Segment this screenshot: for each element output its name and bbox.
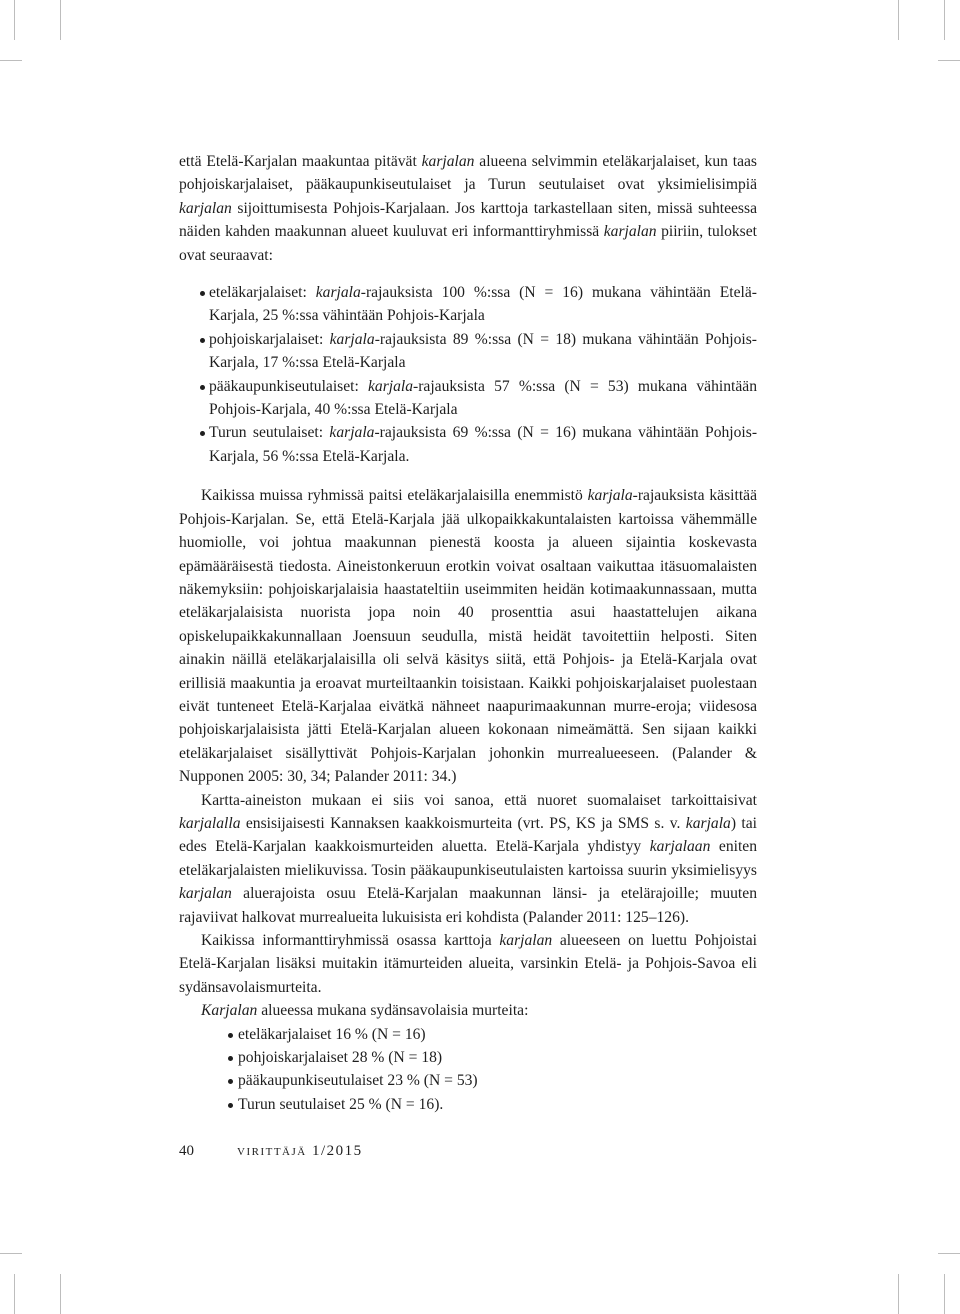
- crop-mark: [14, 0, 15, 40]
- paragraph-intro: [179, 150, 757, 267]
- italic-term: karjalaan: [649, 838, 711, 856]
- text: Kartta-aineiston mukaan ei siis voi sanoa, että nuoret suomalaiset tarkoittaisivat: [201, 791, 757, 809]
- text: alueena selvimmin eteläkarjalaiset, kun taas pohjoiskarjalaiset, pääkaupunkiseutulaiset ja Turun seutulaiset ovat yksimielisimpiä: [179, 153, 757, 194]
- text: alueeseen on luettu Pohjoistai Etelä-Karjalan lisäksi muitakin itämurteiden alueita, varsinkin Etelä- ja Pohjois-Savoa eli sydänsavolaismurteita.: [179, 932, 758, 996]
- crop-mark: [0, 60, 22, 61]
- crop-mark: [898, 1274, 899, 1314]
- list-item: pohjoiskarjalaiset 28 % (N = 18): [179, 1046, 757, 1069]
- text: pohjoiskarjalaiset:: [209, 330, 330, 348]
- text: eteläkarjalaiset:: [209, 284, 316, 302]
- italic-term: karjalan: [603, 223, 657, 241]
- crop-mark: [898, 0, 899, 40]
- italic-term: karjala: [685, 814, 731, 832]
- list-heading: [179, 999, 757, 1022]
- text: Kaikissa informanttiryhmissä osassa karttoja: [201, 932, 500, 949]
- crop-mark: [938, 1253, 960, 1254]
- crop-mark: [944, 0, 945, 40]
- italic-term: karjala: [368, 377, 414, 395]
- text: sijoittumisesta Pohjois-Karjalaan. Jos karttoja tarkastellaan siten, missä suhteessa näiden kahden maakunnan alueet kuuluvat eri informanttiryhmissä: [179, 199, 757, 241]
- italic-term: karjalan: [179, 199, 232, 217]
- italic-term: karjalalla: [179, 814, 241, 832]
- list-item: [179, 375, 757, 422]
- crop-mark: [0, 1253, 22, 1254]
- page-body: [179, 150, 757, 1116]
- list-item: [179, 281, 757, 328]
- text: -rajauksista 57 %:ssa (N = 53) mukana vähintään Pohjois-Karjala, 40 %:ssa Etelä-Karjala: [209, 377, 758, 419]
- text: aluerajoista osuu Etelä-Karjalan maakunnan länsi- ja etelärajoille; muuten rajaviivat halkovat murrealueita lukuisista eri kohdista (Palander 2011: 125–126).: [179, 885, 757, 926]
- text: ) tai edes Etelä-Karjalan kaakkoismurteiden aluetta. Etelä-Karjala yhdistyy: [179, 814, 757, 856]
- italic-term: karjala: [587, 487, 633, 505]
- italic-term: karjalan: [499, 932, 553, 949]
- paragraph-2: [179, 484, 757, 788]
- bullet-list-results: [179, 281, 757, 468]
- crop-mark: [938, 60, 960, 61]
- text: piiriin, tulokset ovat seuraavat:: [179, 223, 757, 264]
- paragraph-3: [179, 789, 757, 929]
- paragraph-4: [179, 929, 757, 999]
- crop-mark: [60, 1274, 61, 1314]
- list-item: eteläkarjalaiset 16 % (N = 16): [179, 1023, 757, 1046]
- text: Turun seutulaiset:: [209, 424, 330, 442]
- list-item: [179, 421, 757, 468]
- text: eniten eteläkarjalaisten mielikuvissa. Tosin pääkaupunkiseutulaisten kartoissa suurin yksimielisyys: [179, 838, 758, 879]
- text: Kaikissa muissa ryhmissä paitsi eteläkarjalaisilla enemmistö: [201, 487, 588, 505]
- italic-term: karjala: [329, 330, 375, 348]
- list-item: Turun seutulaiset 25 % (N = 16).: [179, 1093, 757, 1116]
- text: -rajauksista käsittää Pohjois-Karjalan. Se, että Etelä-Karjala jää ulkopaikkakuntalaisten kartoissa vähemmälle huomiolle, voi johtua maakunnan pienestä koosta ja alueen sijaintia koskevasta epämääräisestä tiedosta. Aineistonkeruun erotkin voivat osaltaan vaikuttaa itäsuomalaisten näkemyksiin: pohjoiskarjalaisia haastateltiin useimmiten heidän kotimaakunnassaan, mutta eteläkarjalaisista nuorista jopa noin 40 prosenttia asui haastattelujen aikana opiskelupaikkakunnallaan Joensuun seudulla, mistä heidät tavoitettiin helposti. Siten ainakin näillä eteläkarjalaisilla oli selvä käsitys siitä, että Pohjois- ja Etelä-Karjala ovat erillisiä maakuntia ja eroavat murteiltaankin toisistaan. Kaikki pohjoiskarjalaiset puolestaan eivät tunteneet Etelä-Karjalaa eivätkä nähneet naapurimaakunnan murre-eroja; viidesosa pohjoiskarjalaisista jätti Etelä-Karjalan alueen kokonaan nimeämättä. Sen sijaan kaikki eteläkarjalaiset sisällyttivät Pohjois-Karjalan johonkin murrealueeseen. (Palander & Nupponen 2005: 30, 34; Palander 2011: 34.): [179, 487, 757, 786]
- italic-term: karjala: [315, 284, 361, 302]
- crop-mark: [60, 0, 61, 40]
- italic-term: Karjalan: [201, 1002, 258, 1020]
- crop-mark: [944, 1274, 945, 1314]
- list-item: [179, 328, 757, 375]
- text: -rajauksista 69 %:ssa (N = 16) mukana vähintään Pohjois-Karjala, 56 %:ssa Etelä-Karjala.: [209, 424, 758, 465]
- bullet-list-sydansavo: [179, 1023, 757, 1117]
- italic-term: karjalan: [179, 885, 232, 903]
- page-footer: [179, 1141, 363, 1161]
- italic-term: karjala: [329, 424, 375, 442]
- journal-name: virittäjä 1/2015: [237, 1143, 363, 1159]
- text: -rajauksista 89 %:ssa (N = 18) mukana vähintään Pohjois-Karjala, 17 %:ssa Etelä-Karjala: [209, 330, 757, 372]
- crop-mark: [14, 1274, 15, 1314]
- text: pääkaupunkiseutulaiset:: [209, 377, 368, 395]
- text: alueessa mukana sydänsavolaisia murteita:: [257, 1002, 529, 1020]
- italic-term: karjalan: [421, 153, 475, 170]
- text: ensisijaisesti Kannaksen kaakkoismurteita (vrt. PS, KS ja SMS s. v.: [240, 814, 686, 832]
- page-number: 40: [179, 1143, 194, 1159]
- text: että Etelä-Karjalan maakuntaa pitävät: [179, 153, 422, 170]
- text: -rajauksista 100 %:ssa (N = 16) mukana vähintään Etelä-Karjala, 25 %:ssa vähintään Pohjois-Karjala: [209, 284, 757, 325]
- list-item: pääkaupunkiseutulaiset 23 % (N = 53): [179, 1069, 757, 1092]
